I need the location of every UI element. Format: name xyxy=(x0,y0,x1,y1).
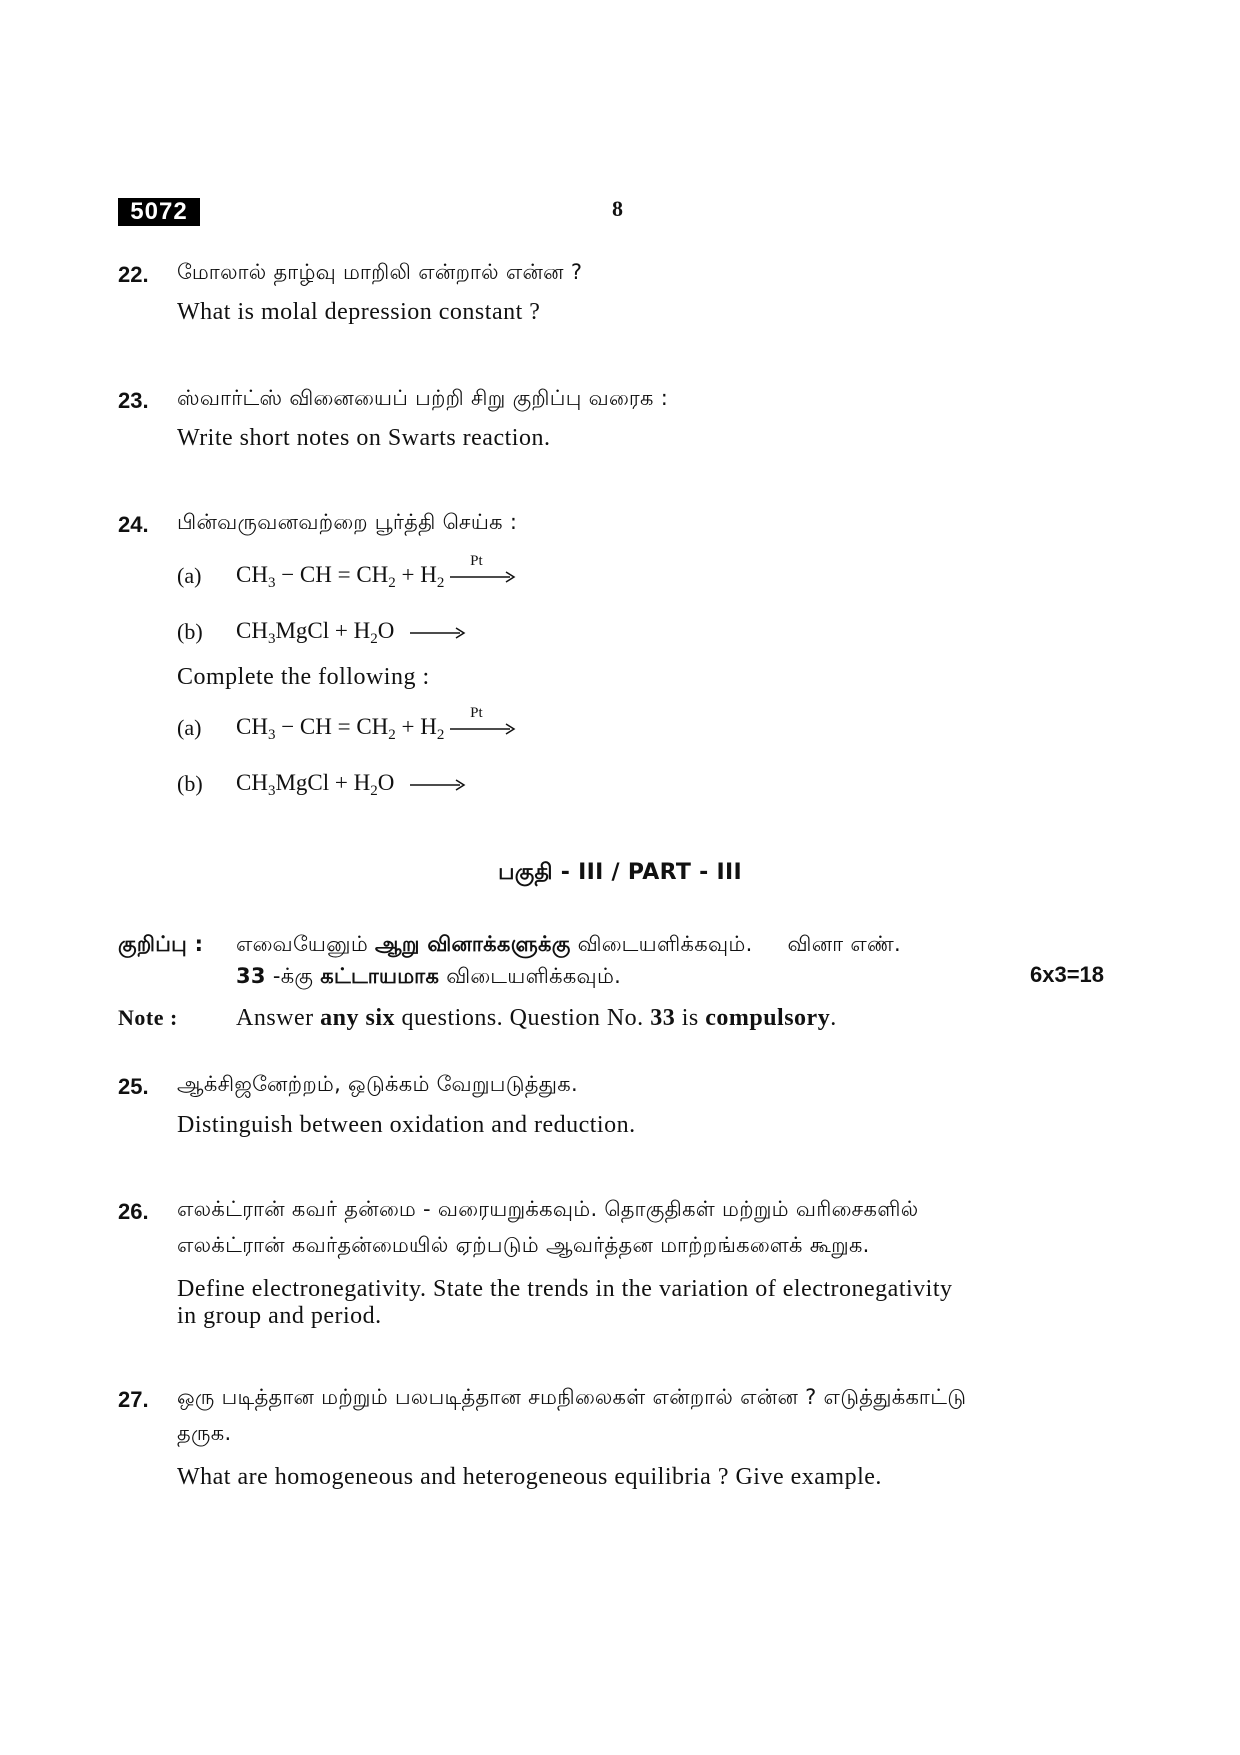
question-number-24: 24. xyxy=(118,512,149,537)
option-b-label: (b) xyxy=(177,771,203,796)
question-22-english: What is molal depression constant ? xyxy=(177,299,541,325)
question-26-english-line-2: in group and period. xyxy=(177,1303,382,1329)
note-tamil-line-1: எவையேனும் ஆறு வினாக்களுக்கு விடையளிக்கவும். வினா எண். xyxy=(236,932,902,956)
question-number-22: 22. xyxy=(118,262,149,287)
reaction-arrow-icon xyxy=(410,626,466,640)
option-b-label: (b) xyxy=(177,619,203,644)
question-27-tamil-line-1: ஒரு படித்தான மற்றும் பலபடித்தான சமநிலைகள் என்றால் என்ன ? எடுத்துக்காட்டு xyxy=(177,1385,967,1409)
question-number-26: 26. xyxy=(118,1199,149,1224)
note-tamil-label: குறிப்பு : xyxy=(118,932,204,956)
exam-code-badge: 5072 xyxy=(118,198,200,226)
question-number-27: 27. xyxy=(118,1387,149,1412)
option-a-label: (a) xyxy=(177,563,202,588)
question-26-english-line-1: Define electronegativity. State the trends in the variation of electronegativity xyxy=(177,1276,953,1302)
note-english-text: Answer any six questions. Question No. 33 is compulsory. xyxy=(236,1005,837,1031)
section-heading: பகுதி - III / PART - III xyxy=(498,860,742,885)
reaction-arrow-icon: Pt xyxy=(450,570,516,584)
question-24-tamil: பின்வருவனவற்றை பூர்த்தி செய்க : xyxy=(177,510,518,534)
reaction-b-equation: $CH_3MgCl + H_2O$ xyxy=(236,770,466,800)
question-26-tamil-line-2: எலக்ட்ரான் கவர்தன்மையில் ஏற்படும் ஆவர்த்தன மாற்றங்களைக் கூறுக. xyxy=(177,1233,870,1257)
question-22-tamil: மோலால் தாழ்வு மாறிலி என்றால் என்ன ? xyxy=(177,260,583,284)
reaction-arrow-icon xyxy=(410,778,466,792)
question-24-english: Complete the following : xyxy=(177,664,430,690)
question-number-23: 23. xyxy=(118,388,149,413)
question-27-tamil-line-2: தருக. xyxy=(177,1421,232,1445)
question-23-english: Write short notes on Swarts reaction. xyxy=(177,425,551,451)
option-a-label: (a) xyxy=(177,715,202,740)
question-27-english: What are homogeneous and heterogeneous equilibria ? Give example. xyxy=(177,1464,882,1490)
question-25-english: Distinguish between oxidation and reduction. xyxy=(177,1112,636,1138)
question-23-tamil: ஸ்வார்ட்ஸ் வினையைப் பற்றி சிறு குறிப்பு வரைக : xyxy=(177,386,669,410)
reaction-a-equation: $CH_3$ − CH = $CH_2 + H_2$ Pt xyxy=(236,714,516,744)
reaction-a-equation: $CH_3$ − CH = $CH_2 + H_2$ Pt xyxy=(236,562,516,592)
reaction-b-equation: $CH_3MgCl + H_2O$ xyxy=(236,618,466,648)
question-26-tamil-line-1: எலக்ட்ரான் கவர் தன்மை - வரையறுக்கவும். தொகுதிகள் மற்றும் வரிசைகளில் xyxy=(177,1197,919,1221)
question-25-tamil: ஆக்சிஜனேற்றம், ஒடுக்கம் வேறுபடுத்துக. xyxy=(177,1072,578,1096)
question-number-25: 25. xyxy=(118,1074,149,1099)
reaction-arrow-icon: Pt xyxy=(450,722,516,736)
page-number: 8 xyxy=(612,196,623,221)
note-tamil-line-2: 33 -க்கு கட்டாயமாக விடையளிக்கவும். xyxy=(236,964,622,988)
note-english-label: Note : xyxy=(118,1005,178,1030)
marks-allocation: 6x3=18 xyxy=(1030,962,1105,987)
